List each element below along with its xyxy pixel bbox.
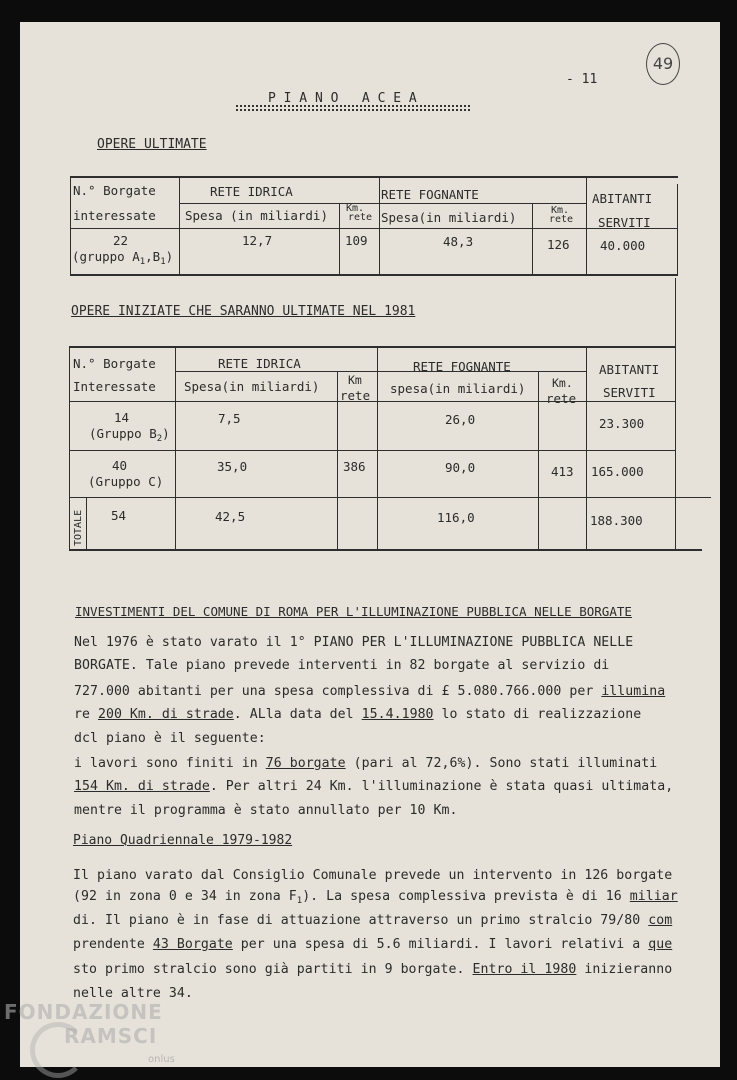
text-line: i lavori sono finiti in 76 borgate (pari al 72,6%). Sono stati illuminati xyxy=(74,756,658,771)
text-line: 727.000 abitanti per una spesa complessiva di £ 5.080.766.000 per illumina xyxy=(74,684,666,699)
row2-gruppo: (Gruppo C) xyxy=(88,474,164,489)
col-borgate-l2: interessate xyxy=(73,208,156,223)
header-rete-fognante-km: rete xyxy=(549,214,574,225)
section-opere-iniziate-heading: OPERE INIZIATE CHE SARANNO ULTIMATE NEL 1981 xyxy=(71,304,416,319)
document-page xyxy=(20,22,720,1067)
title-underline-2 xyxy=(236,109,470,111)
header-km-idrica: Km. xyxy=(346,203,365,214)
row-km-fognante: 126 xyxy=(547,237,570,252)
header-rete-idrica: RETE IDRICA xyxy=(210,184,293,199)
header-serviti: SERVITI xyxy=(603,385,656,400)
header-rete-fognante: RETE FOGNANTE xyxy=(413,359,511,374)
row2-km-fognante: 413 xyxy=(551,464,574,479)
text-line: sto primo stralcio sono già partiti in 9 borgate. Entro il 1980 inizieranno xyxy=(73,962,673,977)
row-km-idrica: 109 xyxy=(345,233,368,248)
watermark-line2: RAMSCI xyxy=(64,1024,158,1048)
text-line: Il piano varato dal Consiglio Comunale prevede un intervento in 126 borgate xyxy=(73,868,673,883)
col-borgate-l2: Interessate xyxy=(73,379,156,394)
col-borgate-l1: N.° Borgate xyxy=(73,183,156,198)
header-abitanti: ABITANTI xyxy=(599,362,660,377)
investimenti-heading: INVESTIMENTI DEL COMUNE DI ROMA PER L'ILLUMINAZIONE PUBBLICA NELLE BORGATE xyxy=(75,604,632,619)
watermark-tag: onlus xyxy=(148,1054,175,1065)
row1-spesa-idrica: 7,5 xyxy=(218,411,241,426)
header-spesa-idrica: Spesa (in miliardi) xyxy=(185,208,328,223)
total-label: TOTALE xyxy=(73,509,84,546)
total-spesa-idrica: 42,5 xyxy=(215,509,246,524)
header-abitanti: ABITANTI xyxy=(592,191,653,206)
row1-gruppo: (Gruppo $B_2$) xyxy=(89,426,170,444)
text-line: dcl piano è il seguente: xyxy=(74,731,266,746)
page-number: - 11 xyxy=(566,72,598,87)
text-line: BORGATE. Tale piano prevede interventi in 82 borgate al servizio di xyxy=(74,658,610,673)
text-line: di. Il piano è in fase di attuazione attraverso un primo stralcio 79/80 com xyxy=(73,913,673,928)
row2-abitanti: 165.000 xyxy=(591,464,644,479)
text-line: nelle altre 34. xyxy=(73,986,193,1001)
total-borgate: 54 xyxy=(111,508,127,523)
col-borgate-l1: N.° Borgate xyxy=(73,356,156,371)
text-line: prendente 43 Borgate per una spesa di 5.6 miliardi. I lavori relativi a que xyxy=(73,937,673,952)
row-spesa-fognante: 48,3 xyxy=(443,234,474,249)
total-abitanti: 188.300 xyxy=(590,513,643,528)
text-line: re 200 Km. di strade. ALla data del 15.4.1980 lo stato di realizzazione xyxy=(74,707,642,722)
row2-spesa-fognante: 90,0 xyxy=(445,460,476,475)
row2-km-idrica: 386 xyxy=(343,459,366,474)
text-line: 154 Km. di strade. Per altri 24 Km. l'illuminazione è stata quasi ultimata, xyxy=(74,779,674,794)
page-title: P I A N O A C E A xyxy=(268,91,417,106)
header-km-fognante: Km. xyxy=(551,205,570,216)
piano-quadriennale-heading: Piano Quadriennale 1979-1982 xyxy=(73,833,293,848)
row-gruppo: (gruppo $A_1,B_1$) xyxy=(72,249,174,267)
header-spesa-fognante: spesa(in miliardi) xyxy=(390,381,526,396)
header-km-fognante: Km. xyxy=(552,376,573,390)
title-underline xyxy=(236,105,470,107)
watermark-line1: FONDAZIONE xyxy=(4,1000,163,1024)
header-rete-idrica-km: rete xyxy=(340,388,371,403)
text-line: mentre il programma è stato annullato per 10 Km. xyxy=(74,803,458,818)
row1-abitanti: 23.300 xyxy=(599,416,645,431)
header-rete-fognante-km: rete xyxy=(546,391,577,406)
text-line: (92 in zona 0 e 34 in zona $F_1$). La spesa complessiva prevista è di 16 miliar xyxy=(73,889,678,906)
header-rete-idrica: RETE IDRICA xyxy=(218,356,301,371)
row2-spesa-idrica: 35,0 xyxy=(217,459,248,474)
header-rete-idrica-km: rete xyxy=(348,212,373,223)
section-opere-ultimate-heading: OPERE ULTIMATE xyxy=(97,137,207,152)
row-spesa-idrica: 12,7 xyxy=(242,233,273,248)
row-abitanti: 40.000 xyxy=(600,238,646,253)
header-km-idrica: Km xyxy=(348,373,362,387)
header-rete-fognante: RETE FOGNANTE xyxy=(381,187,479,202)
text-line: Nel 1976 è stato varato il 1° PIANO PER L'ILLUMINAZIONE PUBBLICA NELLE xyxy=(74,635,634,650)
circled-page-number: 49 xyxy=(646,43,680,85)
header-spesa-fognante: Spesa(in miliardi) xyxy=(381,210,517,225)
total-spesa-fognante: 116,0 xyxy=(437,510,475,525)
row1-borgate: 14 xyxy=(114,410,130,425)
header-serviti: SERVITI xyxy=(598,215,651,230)
row1-spesa-fognante: 26,0 xyxy=(445,412,476,427)
header-spesa-idrica: Spesa(in miliardi) xyxy=(184,379,320,394)
row-borgate: 22 xyxy=(113,233,129,248)
row2-borgate: 40 xyxy=(112,458,128,473)
